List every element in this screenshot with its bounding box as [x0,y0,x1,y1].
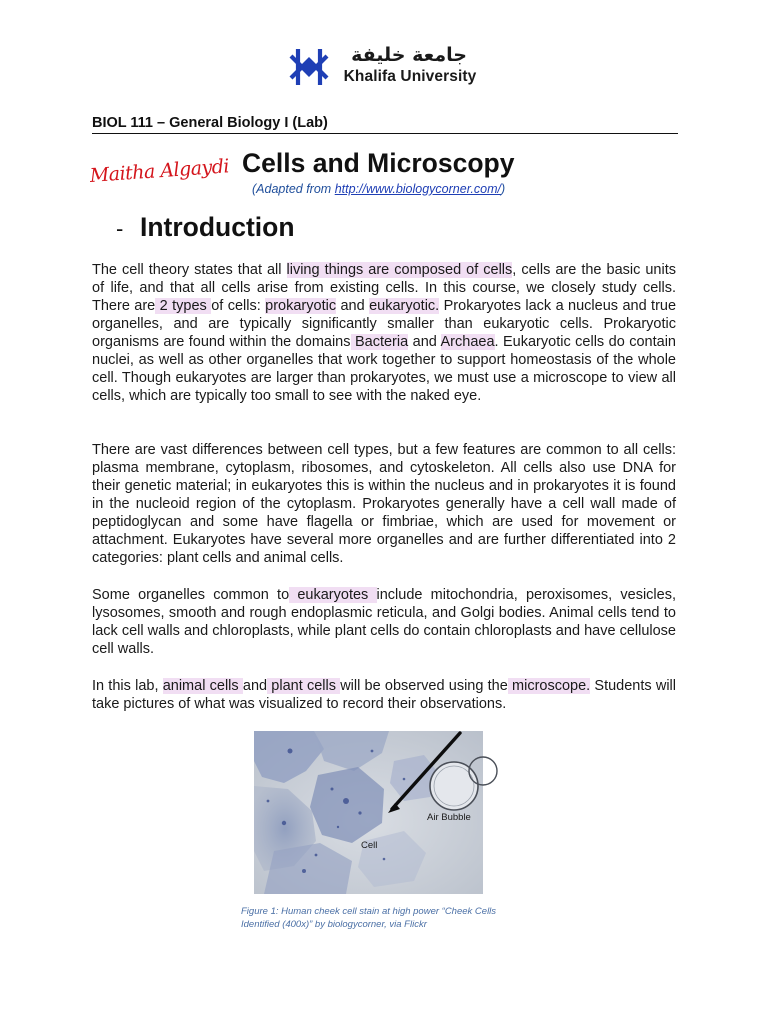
highlight: Archaea [440,334,495,350]
logo-english-text: Khalifa University [343,68,477,85]
highlight: microscope. [507,678,591,694]
cell-label: Cell [361,840,378,851]
text-span: will be observed using the [340,678,508,694]
signature-graphic [89,152,230,190]
course-title: BIOL 111 – General Biology I (Lab) [92,115,328,131]
text-span: Students will take pictures of what was visualized to record their observations. [92,678,676,712]
paragraph-organelles [92,586,676,658]
figure-caption: Figure 1: Human cheek cell stain at high power “Cheek Cells Identified (400x)” by biologycorner, via Flickr [241,906,497,930]
text-span: In this lab, [92,678,163,694]
paragraph-cell-differences [92,441,676,567]
micrograph-image [254,731,483,894]
section-heading: Introduction [140,212,295,242]
header-divider [92,133,678,134]
logo-arabic-text: جامعة خليفة [351,44,467,66]
svg-text:Maitha Algaydi: Maitha Algaydi [89,155,230,187]
highlight: Bacteria [350,334,409,350]
adapted-from-note [252,182,505,196]
text-span: and [242,678,268,694]
cheek-cell-micrograph [254,731,483,894]
text-span: Prokaryotes lack a nucleus and true organelles, and are typically significantly smaller than eukaryotic cells. Prokaryotic organisms are found within the domains [92,298,677,350]
khalifa-logo-icon [286,44,332,90]
university-logo [286,44,486,94]
highlight: prokaryotic [265,298,337,314]
text-span: Some organelles common to [92,587,290,603]
highlight: eukaryotes [289,587,377,603]
text-span: and [336,298,370,314]
handwritten-signature [89,152,230,196]
highlight: plant cells [267,678,341,694]
highlight: 2 types [155,298,212,314]
text-span: . Eukaryotic cells do contain nuclei, as well as other organelles that work together to support homeostasis of the whole cell. Though eukaryotes are larger than prokaryotes, we must use a microscope to view all cells, which are typically too small to see with the naked eye. [92,334,676,404]
paragraph-text: There are vast differences between cell types, but a few features are common to all cells: plasma membrane, cytoplasm, ribosomes, and cytoskeleton. All cells also use DNA for their genetic material; in eukaryotes this is within the nucleus and in prokaryotes it is found in the nucleoid region of the cytoplasm. Prokaryotes generally have a cell wall made of peptidoglycan and some have flagella or fimbriae, which are used for movement or attachment. Eukaryotes have several more organelles and are further differentiated into 2 categories: plant cells and animal cells. [92,442,676,566]
text-span: of cells: [211,298,266,314]
section-bullet: - [116,216,124,241]
air-bubble-label: Air Bubble [427,812,471,823]
source-link[interactable]: http://www.biologycorner.com/ [334,182,501,196]
paragraph-cell-theory [92,261,676,405]
adapted-suffix: ) [500,182,506,196]
adapted-prefix: (Adapted from [252,182,335,196]
highlight: eukaryotic. [369,298,440,314]
document-title: Cells and Microscopy [242,148,515,178]
text-span: , cells are the basic units of life, and that all cells arise from existing cells. In this course, we closely study cells. There are [92,262,676,314]
text-span: and [408,334,441,350]
paragraph-lab-overview [92,677,676,713]
highlight: animal cells [162,678,243,694]
highlight: living things are composed of cells [286,262,513,278]
text-span: include mitochondria, peroxisomes, vesicles, lysosomes, smooth and rough endoplasmic reticula, and Golgi bodies. Animal cells tend to lack cell walls and chloroplasts, while plant cells do contain chloroplasts and have cellulose cell walls. [92,587,676,657]
text-span: The cell theory states that all [92,262,287,278]
